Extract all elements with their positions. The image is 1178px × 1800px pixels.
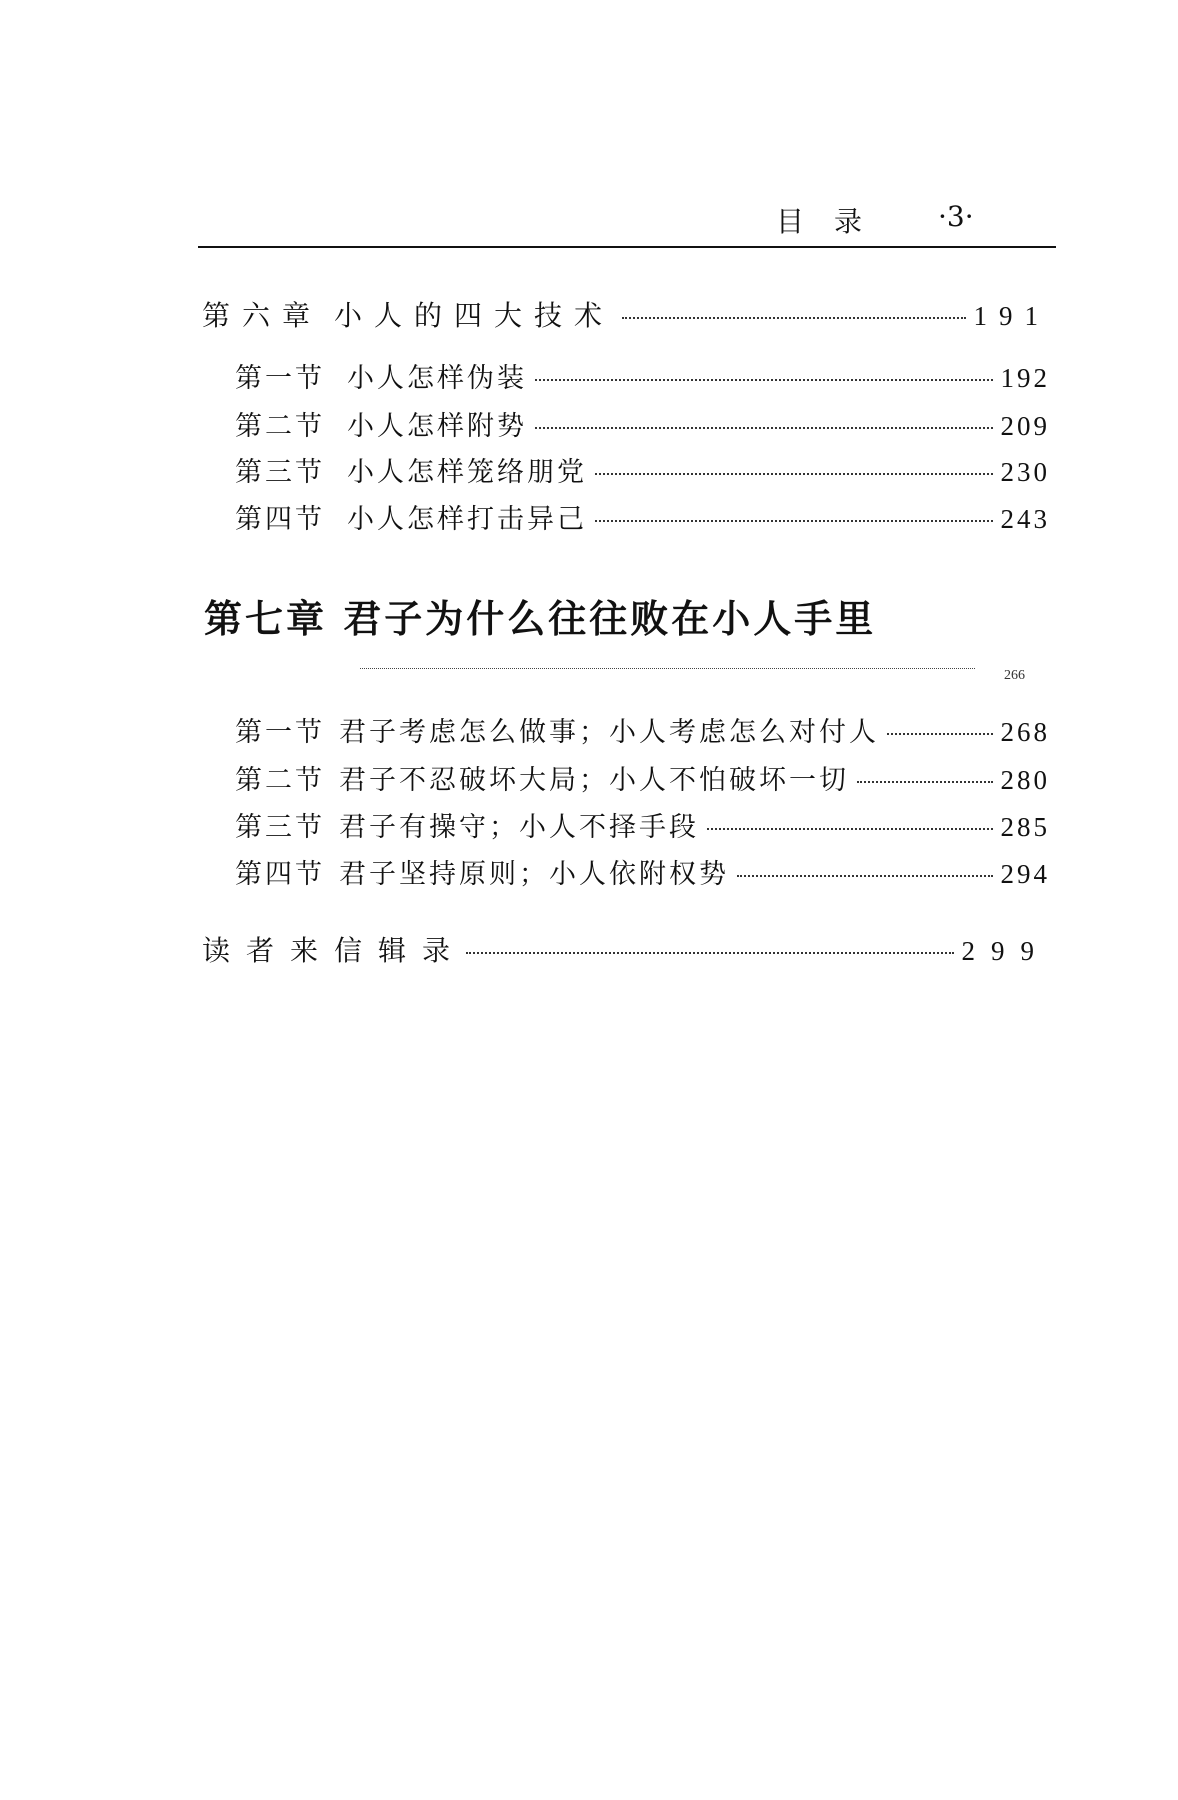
reader-letters-title: 读者来信辑录 [202,934,467,967]
page-number: 285 [1000,812,1050,842]
toc-reader-letters[interactable] [202,929,1050,969]
toc-section-7-2[interactable] [235,758,1050,797]
section-title: 君子坚持原则；小人依附权势 [339,859,729,890]
section-number: 第二节 [235,765,325,796]
dot-leader [707,827,993,830]
section-number: 第三节 [235,457,325,488]
page-number: 243 [1000,504,1050,534]
section-title: 君子有操守；小人不择手段 [339,812,699,843]
section-number: 第四节 [235,504,325,535]
toc-section-7-4[interactable] [235,852,1050,891]
running-header [198,196,1056,248]
toc-section-6-4[interactable] [235,497,1050,536]
chapter-title: 小人的四大技术 [334,299,615,332]
toc-section-6-2[interactable] [235,404,1050,443]
toc-chapter-7[interactable] [204,588,876,643]
page-number: 191 [973,301,1050,331]
section-title: 君子考虑怎么做事；小人考虑怎么对付人 [339,717,879,748]
dot-leader [466,951,953,954]
page-number: 209 [1000,411,1050,441]
chapter-title: 君子为什么往往败在小人手里 [343,597,877,641]
section-number: 第一节 [235,363,325,394]
dot-leader [887,732,993,735]
dot-leader [622,316,965,319]
toc-section-7-1[interactable] [235,710,1050,749]
section-title: 小人怎样附势 [347,411,527,442]
dot-leader [737,874,993,877]
page-number: 280 [1000,765,1050,795]
page-number: 230 [1000,457,1050,487]
dot-leader [857,780,993,783]
toc-section-6-3[interactable] [235,450,1050,489]
section-number: 第三节 [235,812,325,843]
dot-leader [535,426,993,429]
section-number: 第二节 [235,411,325,442]
page-number: 268 [1000,717,1050,747]
dot-leader [535,378,993,381]
toc-section-6-1[interactable] [235,356,1050,395]
chapter-number: 第七章 [204,597,328,641]
page-number: 299 [961,936,1050,966]
section-title: 小人怎样伪装 [347,363,527,394]
section-title: 小人怎样打击异己 [347,504,587,535]
toc-section-7-3[interactable] [235,805,1050,844]
toc-chapter-6[interactable] [202,294,1050,334]
section-number: 第一节 [235,717,325,748]
section-title: 小人怎样笼络朋党 [347,457,587,488]
dot-leader [595,472,993,475]
dot-leader [360,668,975,669]
page-number: 266 [1004,668,1025,683]
page-number: 192 [1000,363,1050,393]
header-title: 目录 [776,205,893,238]
section-title: 君子不忍破坏大局；小人不怕破坏一切 [339,765,849,796]
page-number: 294 [1000,859,1050,889]
chapter-number: 第六章 [202,299,323,332]
dot-leader [595,519,993,522]
header-page-marker: ·3· [938,200,974,233]
section-number: 第四节 [235,859,325,890]
